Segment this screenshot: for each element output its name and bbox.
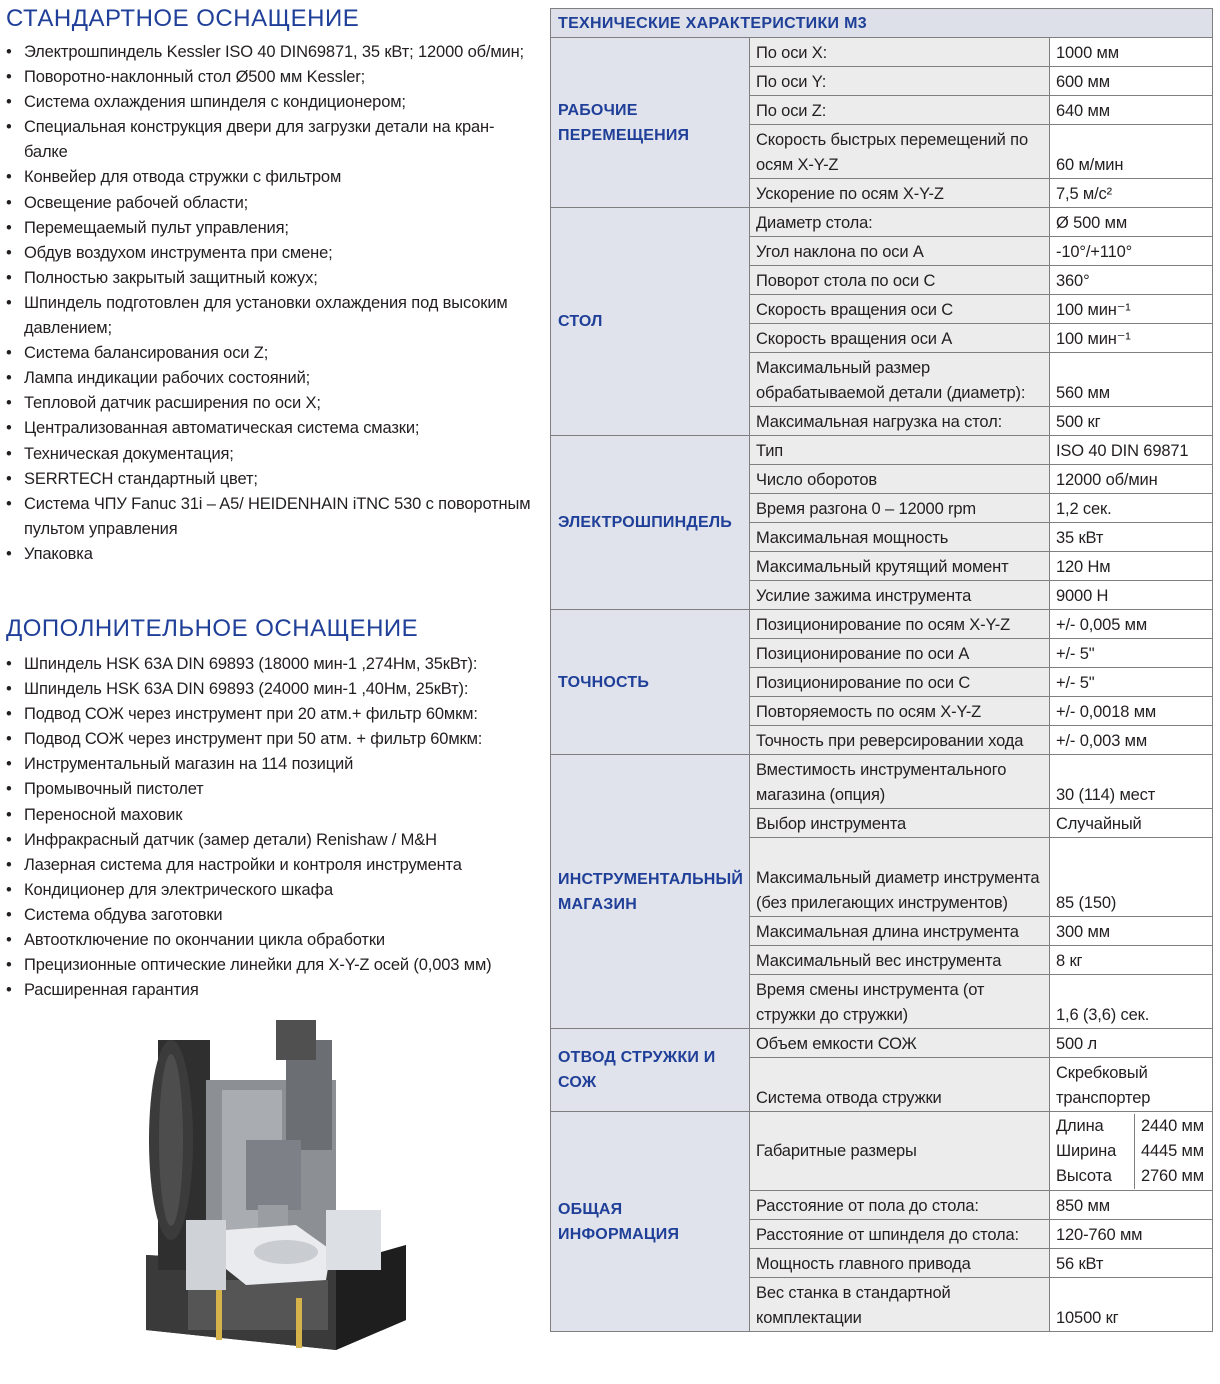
list-item: • Расширенная гарантия xyxy=(6,978,531,1003)
spec-value: 120-760 мм xyxy=(1050,1220,1213,1249)
table-row xyxy=(551,1029,1213,1058)
spec-parameter: Повторяемость по осям X-Y-Z xyxy=(750,697,1050,726)
spec-value: +/- 0,005 мм xyxy=(1050,610,1213,639)
specs-table xyxy=(550,8,1213,1332)
spec-value: 600 мм xyxy=(1050,67,1213,96)
list-item: • Конвейер для отвода стружки с фильтром xyxy=(6,165,531,190)
spec-value: Ø 500 мм xyxy=(1050,208,1213,237)
spec-parameter: Максимальный размер обрабатываемой детали (диаметр): xyxy=(750,353,1050,407)
list-item: • Лампа индикации рабочих состояний; xyxy=(6,366,531,391)
spec-parameter: По оси X: xyxy=(750,38,1050,67)
table-row xyxy=(551,38,1213,67)
list-item: • Специальная конструкция двери для загрузки детали на кран-балке xyxy=(6,115,531,165)
spec-parameter: Выбор инструмента xyxy=(750,809,1050,838)
table-row xyxy=(551,208,1213,237)
spec-value: +/- 5" xyxy=(1050,639,1213,668)
spec-parameter: Усилие зажима инструмента xyxy=(750,581,1050,610)
spec-parameter: Максимальный вес инструмента xyxy=(750,946,1050,975)
spec-value: 1,2 сек. xyxy=(1050,494,1213,523)
spec-value: Случайный xyxy=(1050,809,1213,838)
list-item: • Электрошпиндель Kessler ISO 40 DIN69871, 35 кВт; 12000 об/мин; xyxy=(6,40,531,65)
spec-value: -10°/+110° xyxy=(1050,237,1213,266)
spec-parameter: Угол наклона по оси А xyxy=(750,237,1050,266)
spec-value: Скребковый транспортер xyxy=(1050,1058,1213,1112)
spec-value: 500 л xyxy=(1050,1029,1213,1058)
list-item: • Централизованная автоматическая система смазки; xyxy=(6,416,531,441)
dimension-value: 2440 мм xyxy=(1134,1114,1212,1139)
list-item: • Освещение рабочей области; xyxy=(6,191,531,216)
list-item: • Поворотно-наклонный стол Ø500 мм Kessler; xyxy=(6,65,531,90)
spec-value: 12000 об/мин xyxy=(1050,465,1213,494)
spec-parameter: Число оборотов xyxy=(750,465,1050,494)
optional-equipment-title: ДОПОЛНИТЕЛЬНОЕ ОСНАЩЕНИЕ xyxy=(6,615,419,642)
list-item: • Тепловой датчик расширения по оси Х; xyxy=(6,391,531,416)
spec-parameter: Скорость быстрых перемещений по осям X-Y-Z xyxy=(750,125,1050,179)
standard-equipment-list xyxy=(6,40,531,567)
list-item: • Шпиндель HSK 63A DIN 69893 (24000 мин-1 ,40Нм, 25кВт): xyxy=(6,677,531,702)
table-row xyxy=(551,436,1213,465)
spec-parameter: Тип xyxy=(750,436,1050,465)
spec-parameter: По оси Y: xyxy=(750,67,1050,96)
spec-parameter: Поворот стола по оси С xyxy=(750,266,1050,295)
spec-parameter: Позиционирование по оси А xyxy=(750,639,1050,668)
spec-parameter: Вместимость инструментального магазина (опция) xyxy=(750,755,1050,809)
list-item: • Прецизионные оптические линейки для X-Y-Z осей (0,003 мм) xyxy=(6,953,531,978)
spec-value: 560 мм xyxy=(1050,353,1213,407)
spec-parameter: Скорость вращения оси А xyxy=(750,324,1050,353)
spec-value: 1,6 (3,6) сек. xyxy=(1050,975,1213,1029)
list-item: • Автоотключение по окончании цикла обработки xyxy=(6,928,531,953)
list-item: • Упаковка xyxy=(6,542,531,567)
list-item: • Подвод СОЖ через инструмент при 20 атм.+ фильтр 60мкм: xyxy=(6,702,531,727)
spec-value: 500 кг xyxy=(1050,407,1213,436)
spec-value: 56 кВт xyxy=(1050,1249,1213,1278)
list-item: • Инструментальный магазин на 114 позиций xyxy=(6,752,531,777)
spec-parameter: Точность при реверсировании хода xyxy=(750,726,1050,755)
specs-title: ТЕХНИЧЕСКИЕ ХАРАКТЕРИСТИКИ М3 xyxy=(551,9,1213,38)
list-item: • SERRTECH стандартный цвет; xyxy=(6,467,531,492)
spec-category: ИНСТРУМЕНТАЛЬНЫЙ МАГАЗИН xyxy=(551,755,750,1029)
spec-value: 35 кВт xyxy=(1050,523,1213,552)
spec-category: РАБОЧИЕ ПЕРЕМЕЩЕНИЯ xyxy=(551,38,750,208)
spec-parameter: Вес станка в стандартной комплектации xyxy=(750,1278,1050,1332)
spec-value: 8 кг xyxy=(1050,946,1213,975)
spec-category: ОБЩАЯ ИНФОРМАЦИЯ xyxy=(551,1112,750,1332)
spec-parameter: Позиционирование по осям X-Y-Z xyxy=(750,610,1050,639)
dimension-label: Ширина xyxy=(1056,1141,1117,1160)
spec-value: ISO 40 DIN 69871 xyxy=(1050,436,1213,465)
spec-parameter: Ускорение по осям X-Y-Z xyxy=(750,179,1050,208)
dimension-value: 4445 мм xyxy=(1134,1139,1212,1164)
spec-parameter: Скорость вращения оси С xyxy=(750,295,1050,324)
list-item: • Шпиндель HSK 63A DIN 69893 (18000 мин-1 ,274Нм, 35кВт): xyxy=(6,652,531,677)
list-item: • Подвод СОЖ через инструмент при 50 атм. + фильтр 60мкм: xyxy=(6,727,531,752)
spec-value: 100 мин⁻¹ xyxy=(1050,295,1213,324)
spec-value: 30 (114) мест xyxy=(1050,755,1213,809)
spec-parameter: Объем емкости СОЖ xyxy=(750,1029,1050,1058)
list-item: • Кондиционер для электрического шкафа xyxy=(6,878,531,903)
spec-value: 300 мм xyxy=(1050,917,1213,946)
dimensions-grid xyxy=(1056,1114,1212,1189)
spec-parameter: По оси Z: xyxy=(750,96,1050,125)
table-row xyxy=(551,755,1213,809)
list-item: • Лазерная система для настройки и контроля инструмента xyxy=(6,853,531,878)
table-row xyxy=(551,610,1213,639)
optional-equipment-list xyxy=(6,652,531,1003)
list-item: • Система ЧПУ Fanuc 31i – A5/ HEIDENHAIN iTNC 530 с поворотным пультом управления xyxy=(6,492,531,542)
spec-category: СТОЛ xyxy=(551,208,750,436)
spec-value: +/- 0,0018 мм xyxy=(1050,697,1213,726)
list-item: • Система охлаждения шпинделя с кондиционером; xyxy=(6,90,531,115)
list-item: • Переносной маховик xyxy=(6,803,531,828)
spec-parameter: Максимальный крутящий момент xyxy=(750,552,1050,581)
spec-value: 100 мин⁻¹ xyxy=(1050,324,1213,353)
spec-value: 120 Нм xyxy=(1050,552,1213,581)
spec-parameter: Расстояние от пола до стола: xyxy=(750,1191,1050,1220)
spec-parameter: Система отвода стружки xyxy=(750,1058,1050,1112)
spec-category: ТОЧНОСТЬ xyxy=(551,610,750,755)
spec-value xyxy=(1050,1112,1213,1191)
spec-value: 360° xyxy=(1050,266,1213,295)
spec-value: 85 (150) xyxy=(1050,838,1213,917)
spec-value: 640 мм xyxy=(1050,96,1213,125)
list-item: • Техническая документация; xyxy=(6,442,531,467)
spec-value: 7,5 м/с² xyxy=(1050,179,1213,208)
spec-parameter: Максимальная мощность xyxy=(750,523,1050,552)
spec-value: +/- 5" xyxy=(1050,668,1213,697)
dimension-label: Длина xyxy=(1056,1116,1104,1135)
machine-image xyxy=(126,1020,416,1375)
spec-parameter: Диаметр стола: xyxy=(750,208,1050,237)
list-item: • Обдув воздухом инструмента при смене; xyxy=(6,241,531,266)
spec-value: 1000 мм xyxy=(1050,38,1213,67)
spec-parameter: Максимальный диаметр инструмента (без прилегающих инструментов) xyxy=(750,838,1050,917)
table-row xyxy=(551,1112,1213,1191)
spec-category: ЭЛЕКТРОШПИНДЕЛЬ xyxy=(551,436,750,610)
list-item: • Полностью закрытый защитный кожух; xyxy=(6,266,531,291)
spec-value: 9000 Н xyxy=(1050,581,1213,610)
spec-parameter: Позиционирование по оси С xyxy=(750,668,1050,697)
spec-parameter: Максимальная нагрузка на стол: xyxy=(750,407,1050,436)
list-item: • Промывочный пистолет xyxy=(6,777,531,802)
standard-equipment-title: СТАНДАРТНОЕ ОСНАЩЕНИЕ xyxy=(6,5,360,32)
dimension-value: 2760 мм xyxy=(1134,1164,1212,1189)
spec-category: ОТВОД СТРУЖКИ И СОЖ xyxy=(551,1029,750,1112)
spec-value: 10500 кг xyxy=(1050,1278,1213,1332)
spec-parameter: Время смены инструмента (от стружки до стружки) xyxy=(750,975,1050,1029)
spec-value: 850 мм xyxy=(1050,1191,1213,1220)
list-item: • Система обдува заготовки xyxy=(6,903,531,928)
dimension-label: Высота xyxy=(1056,1166,1112,1185)
spec-value: 60 м/мин xyxy=(1050,125,1213,179)
spec-parameter: Расстояние от шпинделя до стола: xyxy=(750,1220,1050,1249)
list-item: • Перемещаемый пульт управления; xyxy=(6,216,531,241)
list-item: • Инфракрасный датчик (замер детали) Renishaw / M&H xyxy=(6,828,531,853)
spec-parameter: Мощность главного привода xyxy=(750,1249,1050,1278)
list-item: • Шпиндель подготовлен для установки охлаждения под высоким давлением; xyxy=(6,291,531,341)
spec-parameter: Время разгона 0 – 12000 rpm xyxy=(750,494,1050,523)
spec-parameter: Габаритные размеры xyxy=(750,1112,1050,1191)
list-item: • Система балансирования оси Z; xyxy=(6,341,531,366)
spec-value: +/- 0,003 мм xyxy=(1050,726,1213,755)
spec-parameter: Максимальная длина инструмента xyxy=(750,917,1050,946)
